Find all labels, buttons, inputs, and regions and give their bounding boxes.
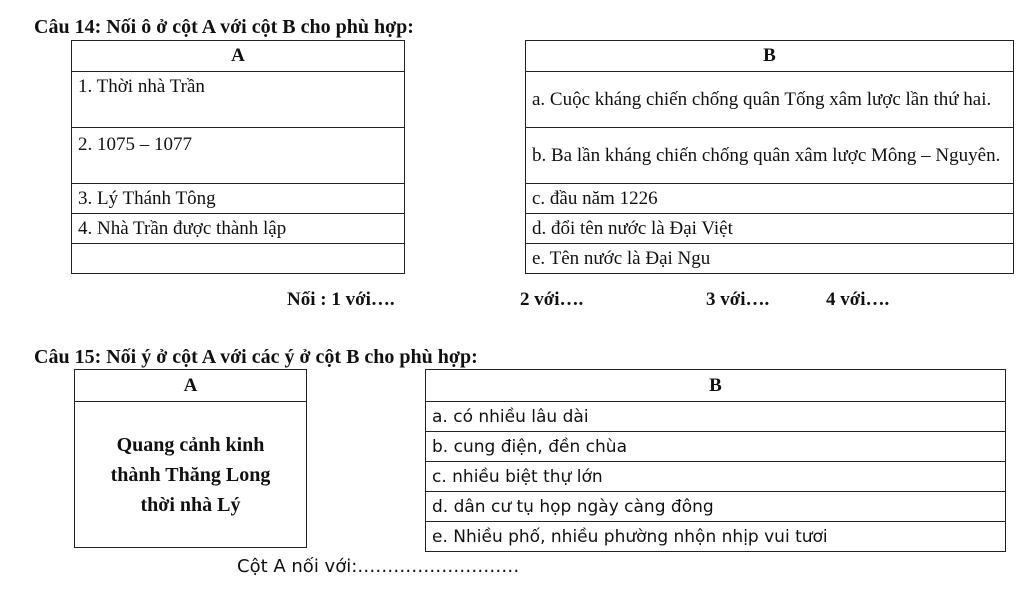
q14-answer-3[interactable]: 3 với…. [706, 289, 770, 310]
q15-table-b [425, 369, 1006, 552]
q15-col-b-header: B [426, 370, 1006, 402]
q14-answer-1[interactable]: Nối : 1 với…. [287, 289, 395, 310]
q14-col-b-item-b: b. Ba lần kháng chiến chống quân xâm lược Mông – Nguyên. [526, 128, 1014, 184]
q14-title: Câu 14: Nối ô ở cột A với cột B cho phù hợp: [34, 16, 414, 38]
q14-col-b-item-c: c. đầu năm 1226 [526, 184, 1014, 214]
q14-table-b [525, 40, 1014, 274]
q14-col-a-header: A [72, 41, 405, 72]
q15-col-b-item-b: b. cung điện, đền chùa [426, 432, 1006, 462]
q14-col-b-item-e: e. Tên nước là Đại Ngu [526, 244, 1014, 274]
q14-col-a-item-1: 1. Thời nhà Trần [72, 72, 405, 128]
q14-col-b-item-d: d. đổi tên nước là Đại Việt [526, 214, 1014, 244]
q15-col-b-item-d: d. dân cư tụ họp ngày càng đông [426, 492, 1006, 522]
q14-col-a-item-3: 3. Lý Thánh Tông [72, 184, 405, 214]
q15-answer[interactable]: Cột A nối với:……………………… [237, 556, 520, 577]
q15-table-a [74, 369, 307, 548]
q14-answer-4[interactable]: 4 với…. [826, 289, 890, 310]
q14-col-a-item-4: 4. Nhà Trần được thành lập [72, 214, 405, 244]
q15-col-b-item-a: a. có nhiều lâu dài [426, 402, 1006, 432]
q15-col-b-item-e: e. Nhiều phố, nhiều phường nhộn nhịp vui tươi [426, 522, 1006, 552]
q14-col-b-header: B [526, 41, 1014, 72]
q15-col-a-content [75, 402, 307, 548]
q14-col-a-item-2: 2. 1075 – 1077 [72, 128, 405, 184]
q14-table-a [71, 40, 405, 274]
q14-col-b-item-a: a. Cuộc kháng chiến chống quân Tống xâm lược lần thứ hai. [526, 72, 1014, 128]
q15-col-a-line-2: thành Thăng Long [110, 463, 271, 486]
q15-col-b-item-c: c. nhiều biệt thự lớn [426, 462, 1006, 492]
q15-col-a-header: A [75, 370, 307, 402]
q14-col-a-item-5 [72, 244, 405, 274]
q14-answer-2[interactable]: 2 với…. [520, 289, 584, 310]
q15-title: Câu 15: Nối ý ở cột A với các ý ở cột B cho phù hợp: [34, 346, 478, 368]
q15-col-a-line-3: thời nhà Lý [140, 493, 241, 516]
q15-col-a-line-1: Quang cảnh kinh [116, 433, 265, 456]
